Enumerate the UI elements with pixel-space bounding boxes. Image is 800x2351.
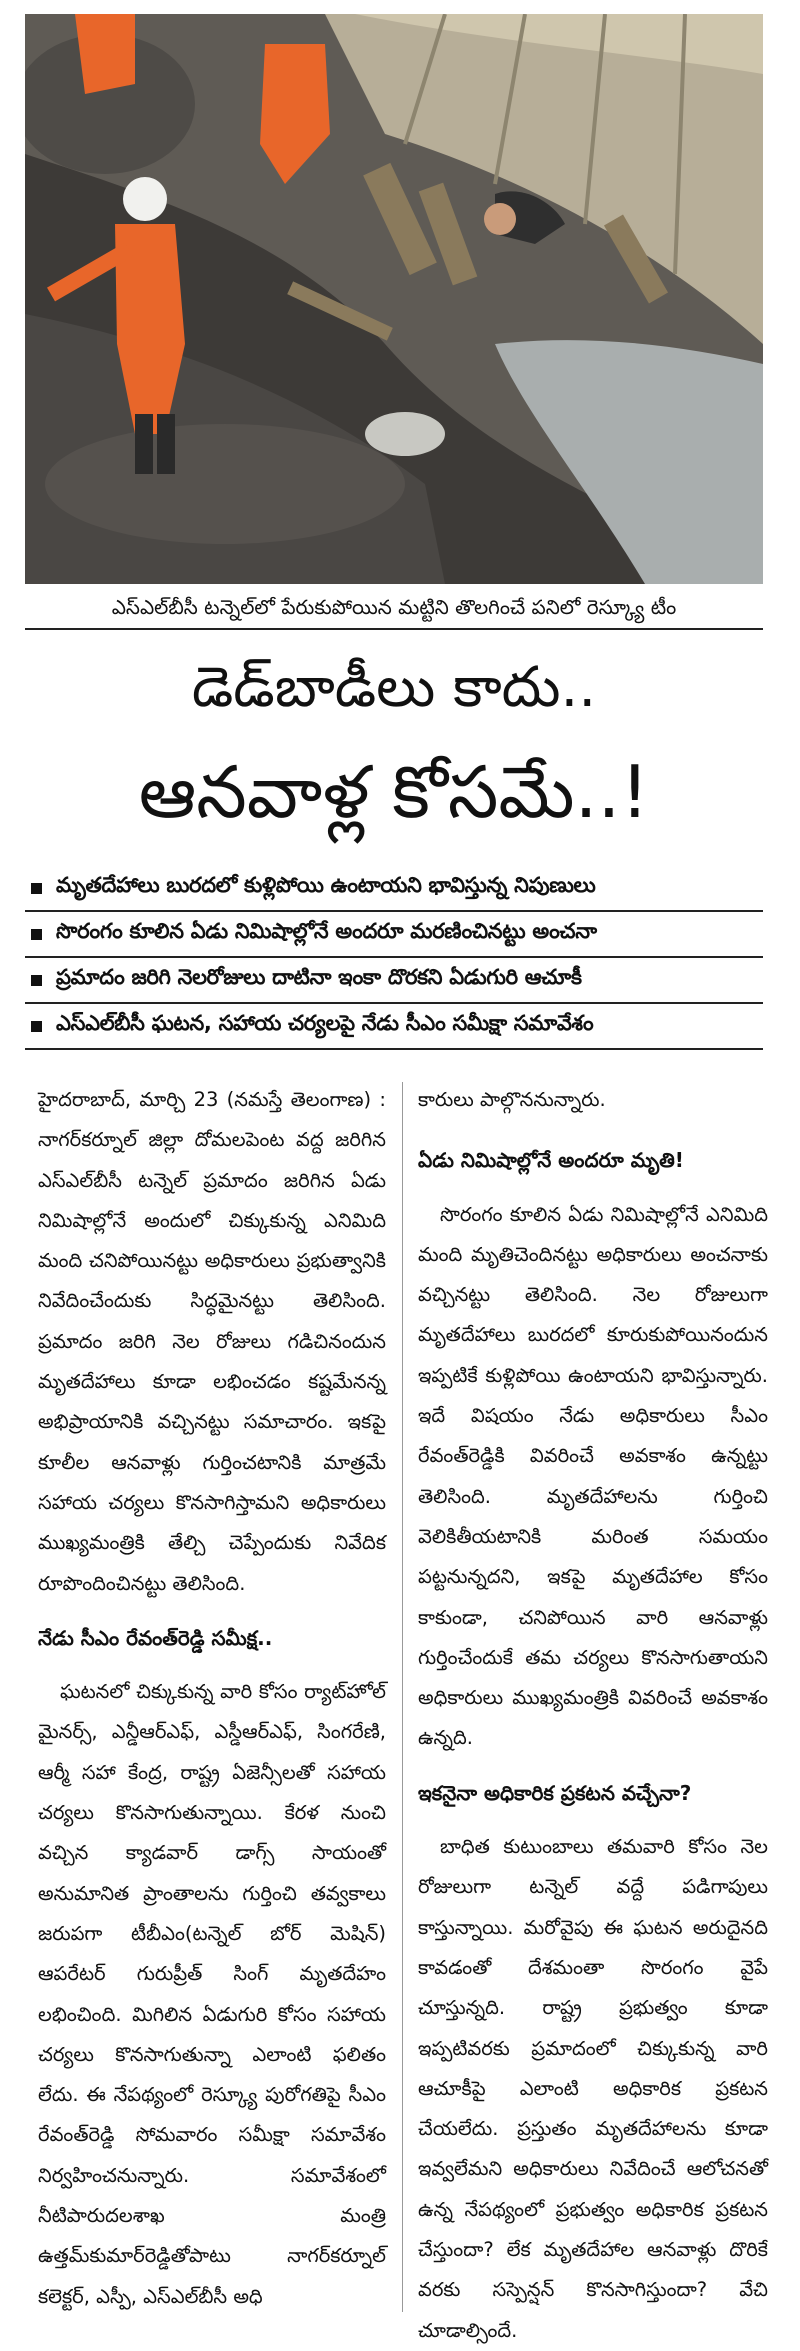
photo-caption: ఎస్ఎల్‌బీసీ టన్నెల్‌లో పేరుకుపోయిన మట్టిని తొలగించే పనిలో రెస్క్యూ టీం [111, 595, 677, 619]
article-paragraph: సొరంగం కూలిన ఏడు నిమిషాల్లోనే ఎనిమిది మంది మృతిచెందినట్టు అధికారులు అంచనాకు వచ్చినట్టు తెలిసింది. నెల రోజులుగా మృతదేహాలు బురదలో కూరుకుపోయినందున ఇప్పటికే కుళ్లిపోయి ఉంటాయని భావిస్తున్నారు. ఇదే విషయం నేడు అధికారులు సీఎం రేవంత్‌రెడ్డికి వివరించే అవకాశం ఉన్నట్టు తెలిసింది. మృతదేహాలను గుర్తించి వెలికితీయటానికి మరింత సమయం పట్టనున్నదని, ఇకపై మృతదేహాల కోసం కాకుండా, చనిపోయిన వారి ఆనవాళ్లు గుర్తించేందుకే తమ చర్యలు కొనసాగుతాయని అధికారులు ముఖ్యమంత్రికి వివరించే అవకాశం ఉన్నది. [418, 1202, 768, 1750]
headline-line-2: ఆనవాళ్ల కోసమే..! [138, 750, 650, 834]
news-photo [25, 14, 763, 584]
highlight-bullets [25, 866, 763, 1050]
bullet-item: సొరంగం కూలిన ఏడు నిమిషాల్లోనే అందరూ మరణించినట్టు అంచనా [25, 912, 763, 958]
section-subhead: ఇకనైనా అధికారిక ప్రకటన వచ్చేనా? [418, 1780, 692, 1805]
bullet-square-icon [31, 883, 42, 894]
section-subhead: ఏడు నిమిషాల్లోనే అందరూ మృతి! [418, 1148, 684, 1173]
article-left-column [38, 1080, 386, 2317]
rescue-photo-icon [25, 14, 763, 584]
section-subhead: నేడు సీఎం రేవంత్‌రెడ్డి సమీక్ష.. [38, 1625, 273, 1650]
article-paragraph: బాధిత కుటుంబాలు తమవారి కోసం నెల రోజులుగా టన్నెల్ వద్దే పడిగాపులు కాస్తున్నాయి. మరోవైపు ఈ ఘటన అరుదైనది కావడంతో దేశమంతా సొరంగం వైపే చూస్తున్నది. రాష్ట్ర ప్రభుత్వం కూడా ఇప్పటివరకు ప్రమాదంలో చిక్కుకున్న వారి ఆచూకీపై ఎలాంటి అధికారిక ప్రకటన చేయలేదు. ప్రస్తుతం మృతదేహాలను కూడా ఇవ్వలేమని అధికారులు నివేదించే ఆలోచనతో ఉన్న నేపథ్యంలో ప్రభుత్వం అధికారిక ప్రకటన చేస్తుందా? లేక మృతదేహాల ఆనవాళ్లు దొరికే వరకు సస్పెన్షన్ కొనసాగిస్తుందా? వేచి చూడాల్సిందే. [418, 1835, 768, 2342]
bullet-square-icon [31, 975, 42, 986]
article-paragraph: ఘటనలో చిక్కుకున్న వారి కోసం ర్యాట్‌హోల్ మైనర్స్, ఎన్డీఆర్ఎఫ్, ఎస్డీఆర్ఎఫ్, సింగరేణి, ఆర్మీ సహా కేంద్ర, రాష్ట్ర ఏజెన్సీలతో సహాయ చర్యలు కొనసాగుతున్నాయి. కేరళ నుంచి వచ్చిన క్యాడవార్ డాగ్స్ సాయంతో అనుమానిత ప్రాంతాలను గుర్తించి తవ్వకాలు జరుపగా టీబీఎం(టన్నెల్ బోర్ మెషిన్) ఆపరేటర్ గురుప్రీత్ సింగ్ మృతదేహం లభించింది. మిగిలిన ఏడుగురి కోసం సహాయ చర్యలు కొనసాగుతున్నా ఎలాంటి ఫలితం లేదు. ఈ నేపథ్యంలో రెస్క్యూ పురోగతిపై సీఎం రేవంత్‌రెడ్డి సోమవారం సమీక్షా సమావేశం నిర్వహించనున్నారు. సమావేశంలో నీటిపారుదలశాఖ మంత్రి ఉత్తమ్‌కుమార్‌రెడ్డితోపాటు నాగర్‌కర్నూల్ కలెక్టర్, ఎస్పీ, ఎస్ఎల్‌బీసీ అధి [38, 1680, 386, 2308]
article-right-column [418, 1080, 768, 2351]
bullet-item: మృతదేహాలు బురదలో కుళ్లిపోయి ఉంటాయని భావిస్తున్న నిపుణులు [25, 866, 763, 912]
column-divider [402, 1082, 403, 2312]
divider [25, 628, 763, 630]
bullet-square-icon [31, 1021, 42, 1032]
article-paragraph: కారులు పాల్గొననున్నారు. [418, 1088, 606, 1111]
bullet-item: ఎస్ఎల్‌బీసీ ఘటన, సహాయ చర్యలపై నేడు సీఎం సమీక్షా సమావేశం [25, 1004, 763, 1050]
bullet-item: ప్రమాదం జరిగి నెలరోజులు దాటినా ఇంకా దొరకని ఏడుగురి ఆచూకీ [25, 958, 763, 1004]
bullet-square-icon [31, 929, 42, 940]
headline-line-1: డెడ్‌బాడీలు కాదు.. [191, 655, 597, 720]
article-paragraph: హైదరాబాద్, మార్చి 23 (నమస్తే తెలంగాణ) : నాగర్‌కర్నూల్ జిల్లా దోమలపెంట వద్ద జరిగిన ఎస్ఎల్‌బీసీ టన్నెల్ ప్రమాదం జరిగిన ఏడు నిమిషాల్లోనే అందులో చిక్కుకున్న ఎనిమిది మంది చనిపోయినట్టు అధికారులు ప్రభుత్వానికి నివేదించేందుకు సిద్ధమైనట్టు తెలిసింది. ప్రమాదం జరిగి నెల రోజులు గడిచినందున మృతదేహాలు కూడా లభించడం కష్టమేనన్న అభిప్రాయానికి వచ్చినట్టు సమాచారం. ఇకపై కూలీల ఆనవాళ్లు గుర్తించటానికి మాత్రమే సహాయ చర్యలు కొనసాగిస్తామని అధికారులు ముఖ్యమంత్రికి తేల్చి చెప్పేందుకు నివేదిక రూపొందించినట్టు తెలిసింది. [38, 1088, 386, 1595]
